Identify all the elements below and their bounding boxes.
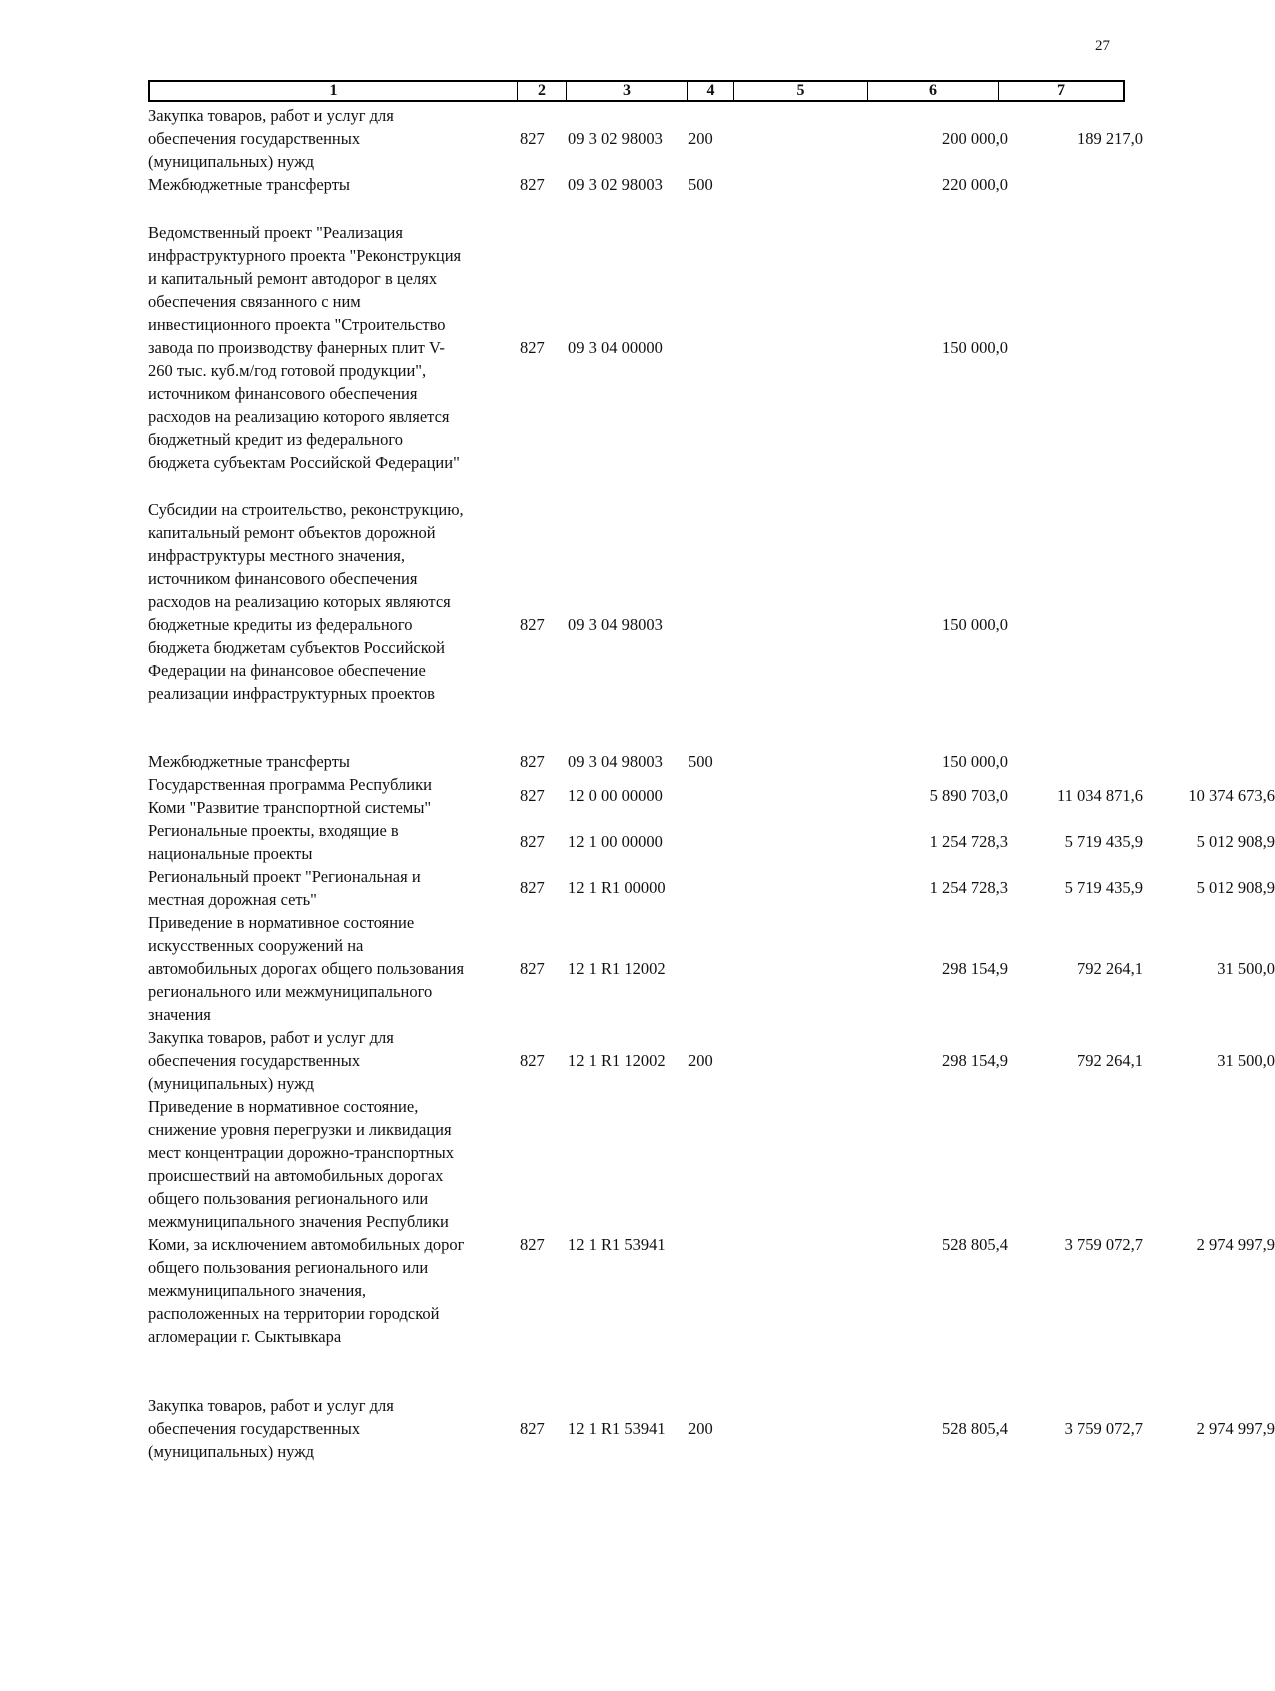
row-name: Региональный проект "Региональная и местная дорожная сеть" — [148, 867, 421, 909]
row-target-code: 12 1 R1 53941 — [568, 1235, 666, 1254]
header-col-6: 6 — [868, 82, 999, 100]
row-sum-col6: 189 217,0 — [1077, 129, 1143, 148]
row-target-code: 09 3 04 00000 — [568, 338, 663, 357]
row-sum-col5: 200 000,0 — [942, 129, 1008, 148]
row-target-code: 09 3 04 98003 — [568, 615, 663, 634]
row-sum-col5: 1 254 728,3 — [929, 878, 1008, 897]
row-expense-type: 200 — [688, 1051, 713, 1070]
row-sum-col5: 528 805,4 — [942, 1419, 1008, 1438]
row-name: Региональные проекты, входящие в национальные проекты — [148, 821, 399, 863]
row-sum-col6: 3 759 072,7 — [1064, 1235, 1143, 1254]
row-sum-col6: 5 719 435,9 — [1064, 832, 1143, 851]
row-expense-type: 500 — [688, 752, 713, 771]
row-admin-code: 827 — [520, 338, 545, 357]
row-admin-code: 827 — [520, 1419, 545, 1438]
header-col-7: 7 — [1057, 82, 1065, 99]
row-target-code: 09 3 02 98003 — [568, 129, 663, 148]
row-sum-col6: 5 719 435,9 — [1064, 878, 1143, 897]
row-sum-col5: 298 154,9 — [942, 959, 1008, 978]
row-admin-code: 827 — [520, 786, 545, 805]
row-sum-col5: 220 000,0 — [942, 175, 1008, 194]
row-target-code: 12 1 R1 12002 — [568, 1051, 666, 1070]
row-name: Закупка товаров, работ и услуг для обеспечения государственных (муниципальных) нужд — [148, 106, 394, 171]
header-col-1: 1 — [150, 82, 518, 100]
row-name: Государственная программа Республики Коми "Развитие транспортной системы" — [148, 775, 432, 817]
header-col-4: 4 — [688, 82, 734, 100]
row-admin-code: 827 — [520, 615, 545, 634]
row-expense-type: 200 — [688, 1419, 713, 1438]
row-target-code: 12 1 R1 53941 — [568, 1419, 666, 1438]
row-sum-col6: 792 264,1 — [1077, 1051, 1143, 1070]
row-sum-col6: 11 034 871,6 — [1056, 786, 1143, 805]
row-name: Межбюджетные трансферты — [148, 175, 351, 194]
row-target-code: 12 1 R1 12002 — [568, 959, 666, 978]
row-name: Ведомственный проект "Реализация инфраструктурного проекта "Реконструкция и капитальный ремонт автодорог в целях обеспечения связанного с ним инвестиционного проекта "Строительство завода по производству фанерных плит V- 260 тыс. куб.м/год готовой продукции", источником финансового обеспечения расходов на реализацию которого является бюджетный кредит из федерального бюджета субъектам Российской Федерации" — [148, 223, 462, 472]
row-target-code: 12 1 00 00000 — [568, 832, 663, 851]
row-target-code: 09 3 04 98003 — [568, 752, 663, 771]
row-admin-code: 827 — [520, 878, 545, 897]
page-number: 27 — [1095, 38, 1110, 54]
row-sum-col6: 792 264,1 — [1077, 959, 1143, 978]
row-name: Закупка товаров, работ и услуг для обеспечения государственных (муниципальных) нужд — [148, 1396, 394, 1461]
row-target-code: 12 1 R1 00000 — [568, 878, 666, 897]
row-sum-col7: 5 012 908,9 — [1196, 878, 1275, 897]
row-sum-col7: 2 974 997,9 — [1196, 1419, 1275, 1438]
row-sum-col7: 31 500,0 — [1217, 1051, 1275, 1070]
row-expense-type: 200 — [688, 129, 713, 148]
row-admin-code: 827 — [520, 1235, 545, 1254]
table-header — [148, 80, 1125, 102]
row-target-code: 09 3 02 98003 — [568, 175, 663, 194]
row-sum-col6: 3 759 072,7 — [1064, 1419, 1143, 1438]
row-sum-col5: 298 154,9 — [942, 1051, 1008, 1070]
row-sum-col7: 2 974 997,9 — [1196, 1235, 1275, 1254]
row-name: Межбюджетные трансферты — [148, 752, 351, 771]
row-admin-code: 827 — [520, 832, 545, 851]
row-sum-col5: 150 000,0 — [942, 615, 1008, 634]
row-sum-col7: 5 012 908,9 — [1196, 832, 1275, 851]
row-sum-col5: 150 000,0 — [942, 752, 1008, 771]
header-col-2: 2 — [518, 82, 567, 100]
row-name: Закупка товаров, работ и услуг для обеспечения государственных (муниципальных) нужд — [148, 1028, 394, 1093]
row-expense-type: 500 — [688, 175, 713, 194]
row-admin-code: 827 — [520, 959, 545, 978]
row-sum-col5: 528 805,4 — [942, 1235, 1008, 1254]
header-col-3: 3 — [567, 82, 688, 100]
row-name: Субсидии на строительство, реконструкцию, капитальный ремонт объектов дорожной инфраструктуры местного значения, источником финансового обеспечения расходов на реализацию которых являются бюджетные кредиты из федерального бюджета бюджетам субъектов Российской Федерации на финансовое обеспечение реализации инфраструктурных проектов — [148, 500, 464, 703]
row-name: Приведение в нормативное состояние, снижение уровня перегрузки и ликвидация мест концентрации дорожно-транспортных происшествий на автомобильных дорогах общего пользования регионального или межмуниципального значения Республики Коми, за исключением автомобильных дорог общего пользования регионального или межмуниципального значения, расположенных на территории городской агломерации г. Сыктывкара — [148, 1097, 465, 1346]
row-sum-col7: 10 374 673,6 — [1188, 786, 1275, 805]
header-col-5: 5 — [734, 82, 868, 100]
row-admin-code: 827 — [520, 175, 545, 194]
row-sum-col5: 5 890 703,0 — [929, 786, 1008, 805]
row-sum-col5: 1 254 728,3 — [929, 832, 1008, 851]
row-admin-code: 827 — [520, 1051, 545, 1070]
row-sum-col5: 150 000,0 — [942, 338, 1008, 357]
row-target-code: 12 0 00 00000 — [568, 786, 663, 805]
row-admin-code: 827 — [520, 752, 545, 771]
row-sum-col7: 31 500,0 — [1217, 959, 1275, 978]
row-admin-code: 827 — [520, 129, 545, 148]
row-name: Приведение в нормативное состояние искусственных сооружений на автомобильных дорогах общего пользования регионального или межмуниципального значения — [148, 913, 465, 1024]
